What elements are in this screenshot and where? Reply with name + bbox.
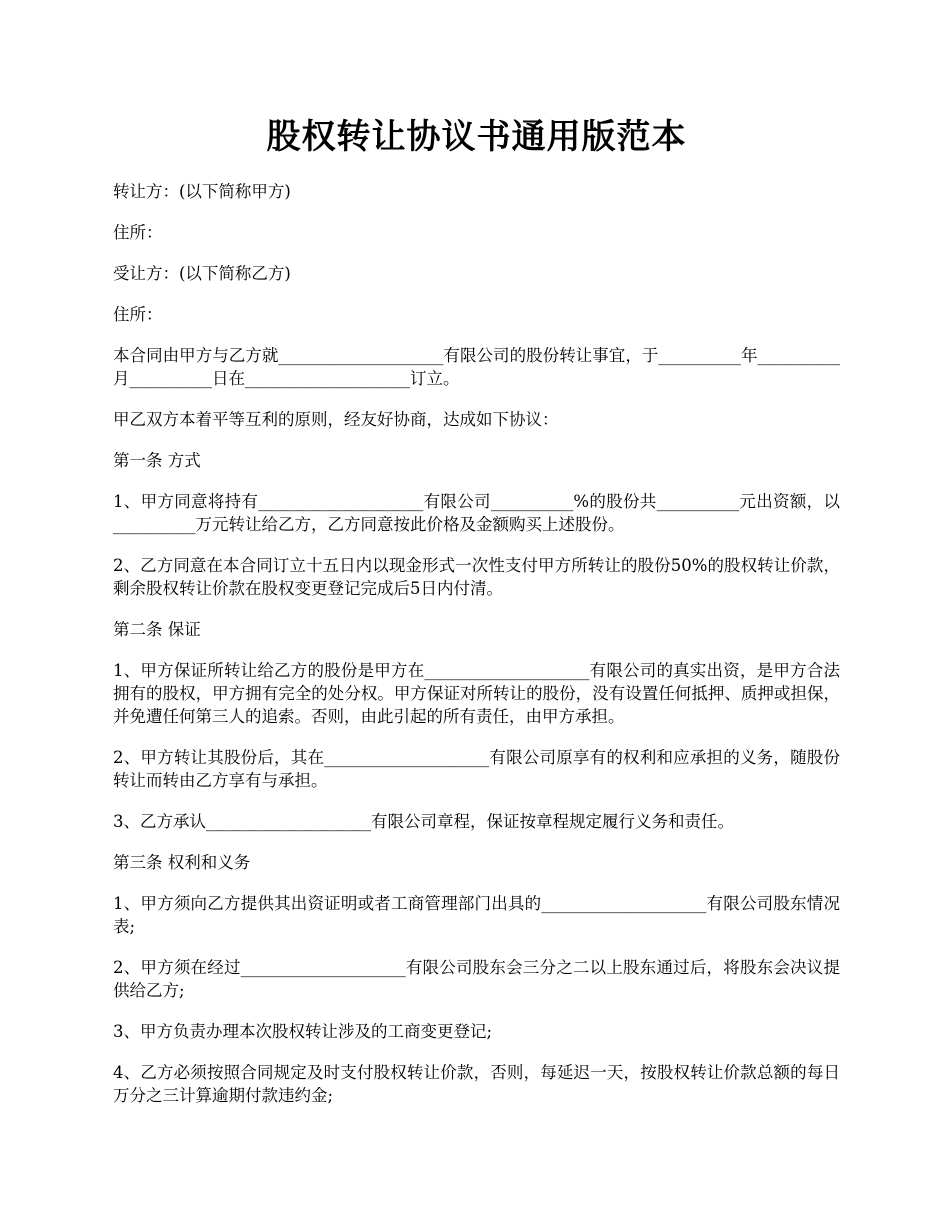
- article-3-clause-1: 1、甲方须向乙方提供其出资证明或者工商管理部门出具的____________________有限公司股东情况表;: [113, 894, 840, 936]
- transferee-line: 受让方：(以下简称乙方): [113, 264, 291, 283]
- contract-intro-paragraph: 本合同由甲方与乙方就____________________有限公司的股份转让事宜，于__________年__________月__________日在____________________订立。: [113, 346, 840, 388]
- transferor-address-line: 住所：: [113, 223, 163, 242]
- article-3-clause-4: 4、乙方必须按照合同规定及时支付股权转让价款，否则，每延迟一天，按股权转让价款总额的每日万分之三计算逾期付款违约金;: [113, 1063, 840, 1105]
- article-3-clause-2: 2、甲方须在经过____________________有限公司股东会三分之二以上股东通过后，将股东会决议提供给乙方;: [113, 958, 840, 1000]
- transferor-line: 转让方：(以下简称甲方): [113, 182, 291, 201]
- article-1-heading: 第一条 方式: [113, 451, 201, 470]
- article-2-heading: 第二条 保证: [113, 620, 201, 639]
- article-2-clause-1: 1、甲方保证所转让给乙方的股份是甲方在____________________有限公司的真实出资，是甲方合法拥有的股权，甲方拥有完全的处分权。甲方保证对所转让的股份，没有设置任何抵押、质押或担保，并免遭任何第三人的追索。否则，由此引起的所有责任，由甲方承担。: [113, 661, 840, 726]
- article-2-clause-3: 3、乙方承认____________________有限公司章程，保证按章程规定履行义务和责任。: [113, 812, 734, 831]
- article-1-clause-1: 1、甲方同意将持有____________________有限公司__________%的股份共__________元出资额，以__________万元转让给乙方，乙方同意按此价格及金额购买上述股份。: [113, 492, 840, 534]
- article-2-clause-2: 2、甲方转让其股份后，其在____________________有限公司原享有的权利和应承担的义务，随股份转让而转由乙方享有与承担。: [113, 748, 840, 790]
- agreement-basis-paragraph: 甲乙双方本着平等互利的原则，经友好协商，达成如下协议：: [113, 410, 559, 429]
- article-1-clause-2: 2、乙方同意在本合同订立十五日内以现金形式一次性支付甲方所转让的股份50%的股权转让价款，剩余股权转让价款在股权变更登记完成后5日内付清。: [113, 556, 840, 598]
- article-3-clause-3: 3、甲方负责办理本次股权转让涉及的工商变更登记;: [113, 1022, 493, 1041]
- article-3-heading: 第三条 权利和义务: [113, 853, 251, 872]
- document-title: 股权转让协议书通用版范本: [266, 117, 687, 157]
- document-page: [113, 112, 840, 1125]
- transferee-address-line: 住所：: [113, 305, 163, 324]
